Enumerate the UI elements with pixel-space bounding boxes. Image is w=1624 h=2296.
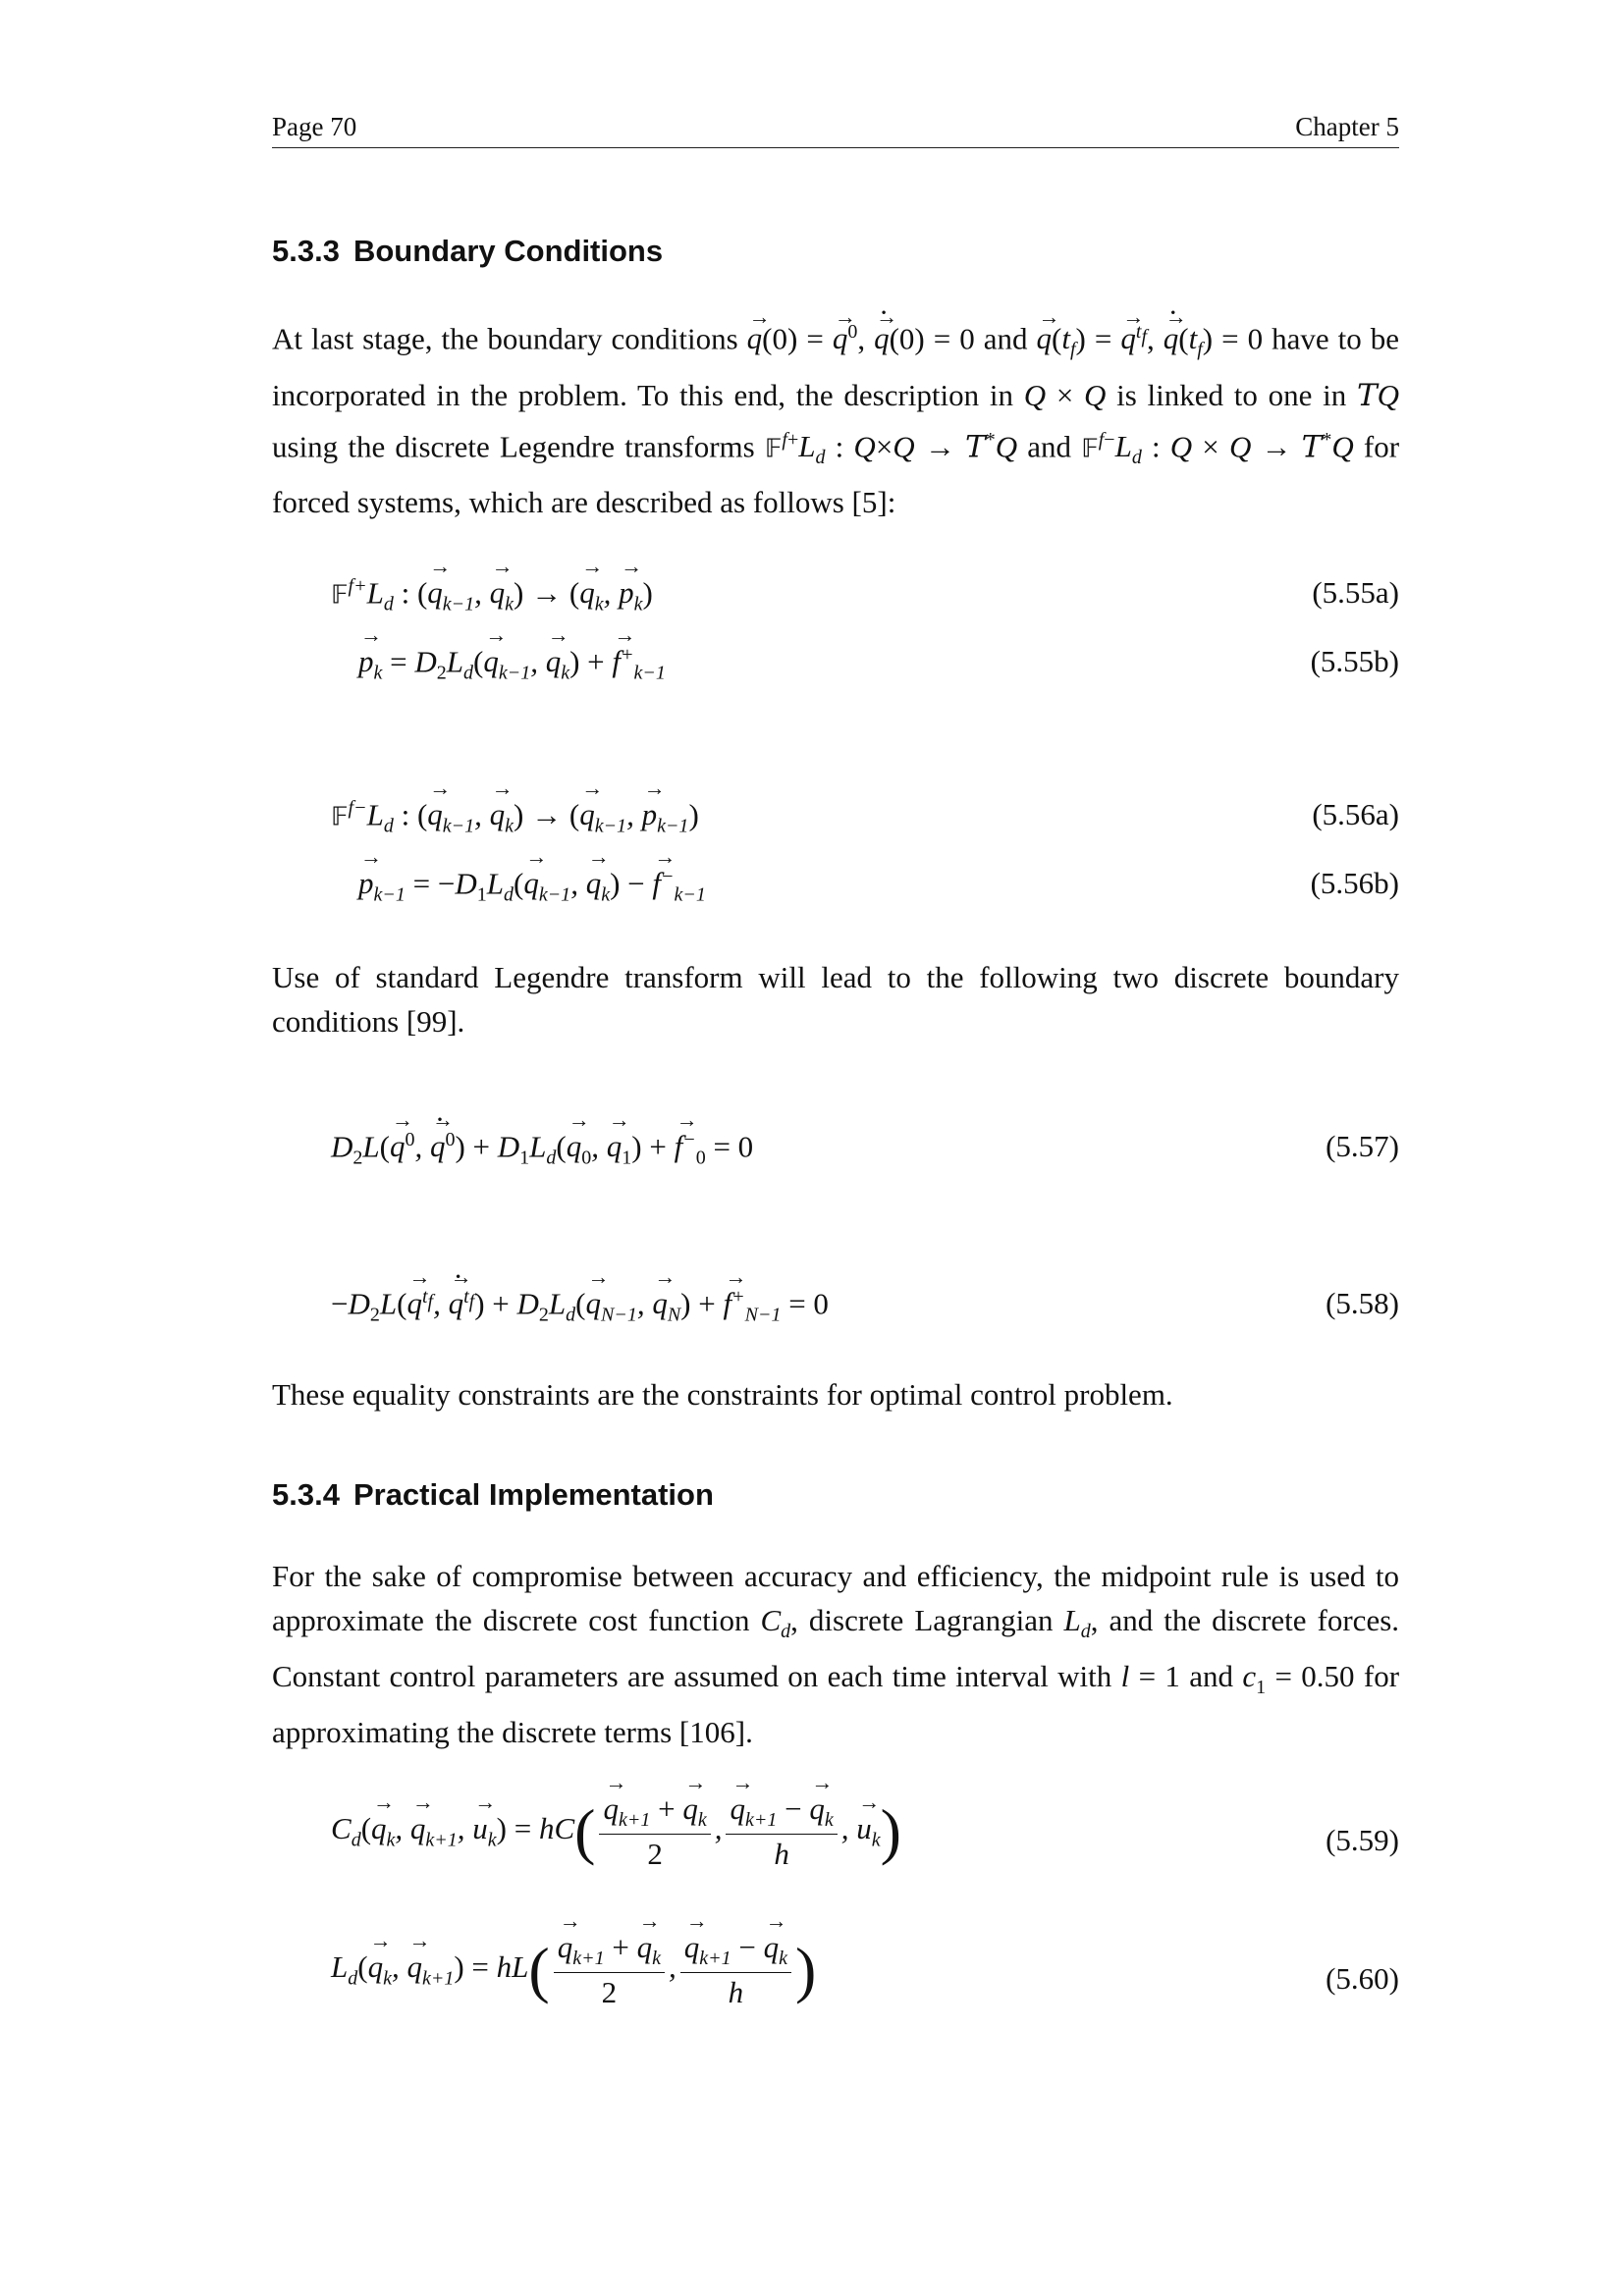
equation-5-55b: → $p_k = D_2L_d(\to q_{k-1}$, → $q_k$) + → $f^+_{k-1}$ (5.55b) bbox=[331, 644, 1399, 695]
equation-5-58: $-D_2L(\to q^{t_f}$, → $q \cdot^{t_f}) + D_2L_d(\to q_{N-1}$, → $q_N$) + → $f^+_{N-1} = 0$ (5.58) bbox=[331, 1286, 1399, 1337]
paragraph-practical-implementation: For the sake of compromise between accuracy and efficiency, the midpoint rule is used to approximate the discrete cost function $C_d$, discrete Lagrangian $L_d$, and the discrete forces. Constant control parameters are assumed on each time interval with l = 1 and $c_1 = 0.50$ for approximating the discrete terms [106]. bbox=[272, 1559, 1400, 1750]
equation-number: (5.55b) bbox=[1310, 644, 1399, 678]
equation-5-56b: → $p_{k-1} = -D_1L_d(\to q_{k-1}$, → $q_k$) − → $f^-_{k-1}$ (5.56b) bbox=[331, 866, 1399, 917]
para1-text-g: for forced systems, which are described as follows [5]: bbox=[272, 428, 1400, 520]
section-heading-5-3-4 bbox=[272, 1477, 714, 1513]
paragraph-legendre bbox=[272, 955, 1399, 1043]
equation-5-57: $D_2L(\to q^0$, → $q \cdot^0) + D_1L_d(\to q_0$, → $q_1$) + → $f^-_0 = 0$ (5.57) bbox=[331, 1129, 1399, 1180]
para3-text: These equality constraints are the constraints for optimal control problem. bbox=[272, 1377, 1173, 1412]
equation-5-59: $C_d(\to q_k$, → $q_{k+1}$, → $u_k) = hC$( → $\frac{q_{k+1} + \to q_k}{2}$ , → $\frac{q_{k+1} - \to q_k}{h}$ , → $u_k$) (5.59) bbox=[331, 1791, 1399, 1880]
para4-text-c: , and the discrete forces. Constant control parameters are assumed on each time interval with bbox=[272, 1603, 1400, 1694]
para1-text-c: have to be incorporated in the problem. To this end, the description in bbox=[272, 321, 1400, 412]
equation-number: (5.59) bbox=[1326, 1823, 1399, 1857]
para4-text-e: for approximating the discrete terms [106]. bbox=[272, 1659, 1400, 1750]
para1-text-f: and bbox=[1027, 428, 1072, 463]
equation-number: (5.55a) bbox=[1312, 575, 1399, 610]
section-heading-5-3-3 bbox=[272, 234, 663, 269]
section-title: Practical Implementation bbox=[352, 1477, 714, 1512]
equation-number: (5.56a) bbox=[1312, 797, 1399, 831]
equation-number: (5.56b) bbox=[1310, 866, 1399, 900]
para1-text-a: At last stage, the boundary conditions bbox=[272, 321, 738, 356]
section-number: 5.3.3 bbox=[272, 234, 340, 268]
para1-text-b: and bbox=[983, 321, 1028, 356]
paragraph-boundary-conditions: At last stage, the boundary conditions → q(0) = → $q^0$, → q ·(0) = 0 and → $q(t_f)$ = → $q^{t_f}$, → $q \cdot(t_f) = 0$ have to be incorporated in the problem. To this end, the description in Q × Q is linked to one in TQ using the discrete Legendre transforms $𝔽^{f+}L_d$ : Q×Q → T*Q and $𝔽^{f-}L_d$ : Q × Q → T*Q for forced systems, which are described as follows [5]: bbox=[272, 310, 1399, 524]
para4-text-b: , discrete Lagrangian bbox=[790, 1603, 1054, 1637]
section-number: 5.3.4 bbox=[272, 1477, 340, 1512]
page-header bbox=[272, 108, 1399, 148]
equation-5-60: $L_d(\to q_k$, → $q_{k+1}) = hL$( → $\frac{q_{k+1} + \to q_k}{2}$ , → $\frac{q_{k+1} - \to q_k}{h}$ ) (5.60) bbox=[331, 1930, 1399, 2018]
equation-number: (5.60) bbox=[1326, 1961, 1399, 1996]
equation-number: (5.58) bbox=[1326, 1286, 1399, 1320]
chapter-label: Chapter 5 bbox=[1295, 112, 1399, 141]
equation-5-55a: $𝔽^{f+}L_d$ : (→ $q_{k-1}$, → $q_k$) → (→ $q_k$, → $p_k$) (5.55a) bbox=[331, 575, 1399, 626]
para1-text-e: using the discrete Legendre transforms bbox=[272, 428, 755, 463]
section-title: Boundary Conditions bbox=[352, 234, 664, 268]
para1-text-d: is linked to one in bbox=[1116, 377, 1347, 412]
page-number: Page 70 bbox=[272, 112, 357, 141]
para2-text: Use of standard Legendre transform will lead to the following two discrete boundary conditions [99]. bbox=[272, 960, 1399, 1039]
paragraph-constraints bbox=[272, 1372, 1399, 1416]
equation-number: (5.57) bbox=[1326, 1129, 1399, 1163]
para4-text-d: and bbox=[1189, 1659, 1234, 1694]
equation-5-56a: $𝔽^{f-}L_d$ : (→ $q_{k-1}$, → $q_k$) → (→ $q_{k-1}$, → $p_{k-1}$) (5.56a) bbox=[331, 797, 1399, 848]
para4-text-a: For the sake of compromise between accuracy and efficiency, the midpoint rule is used to approximate the discrete cost function bbox=[272, 1559, 1399, 1637]
